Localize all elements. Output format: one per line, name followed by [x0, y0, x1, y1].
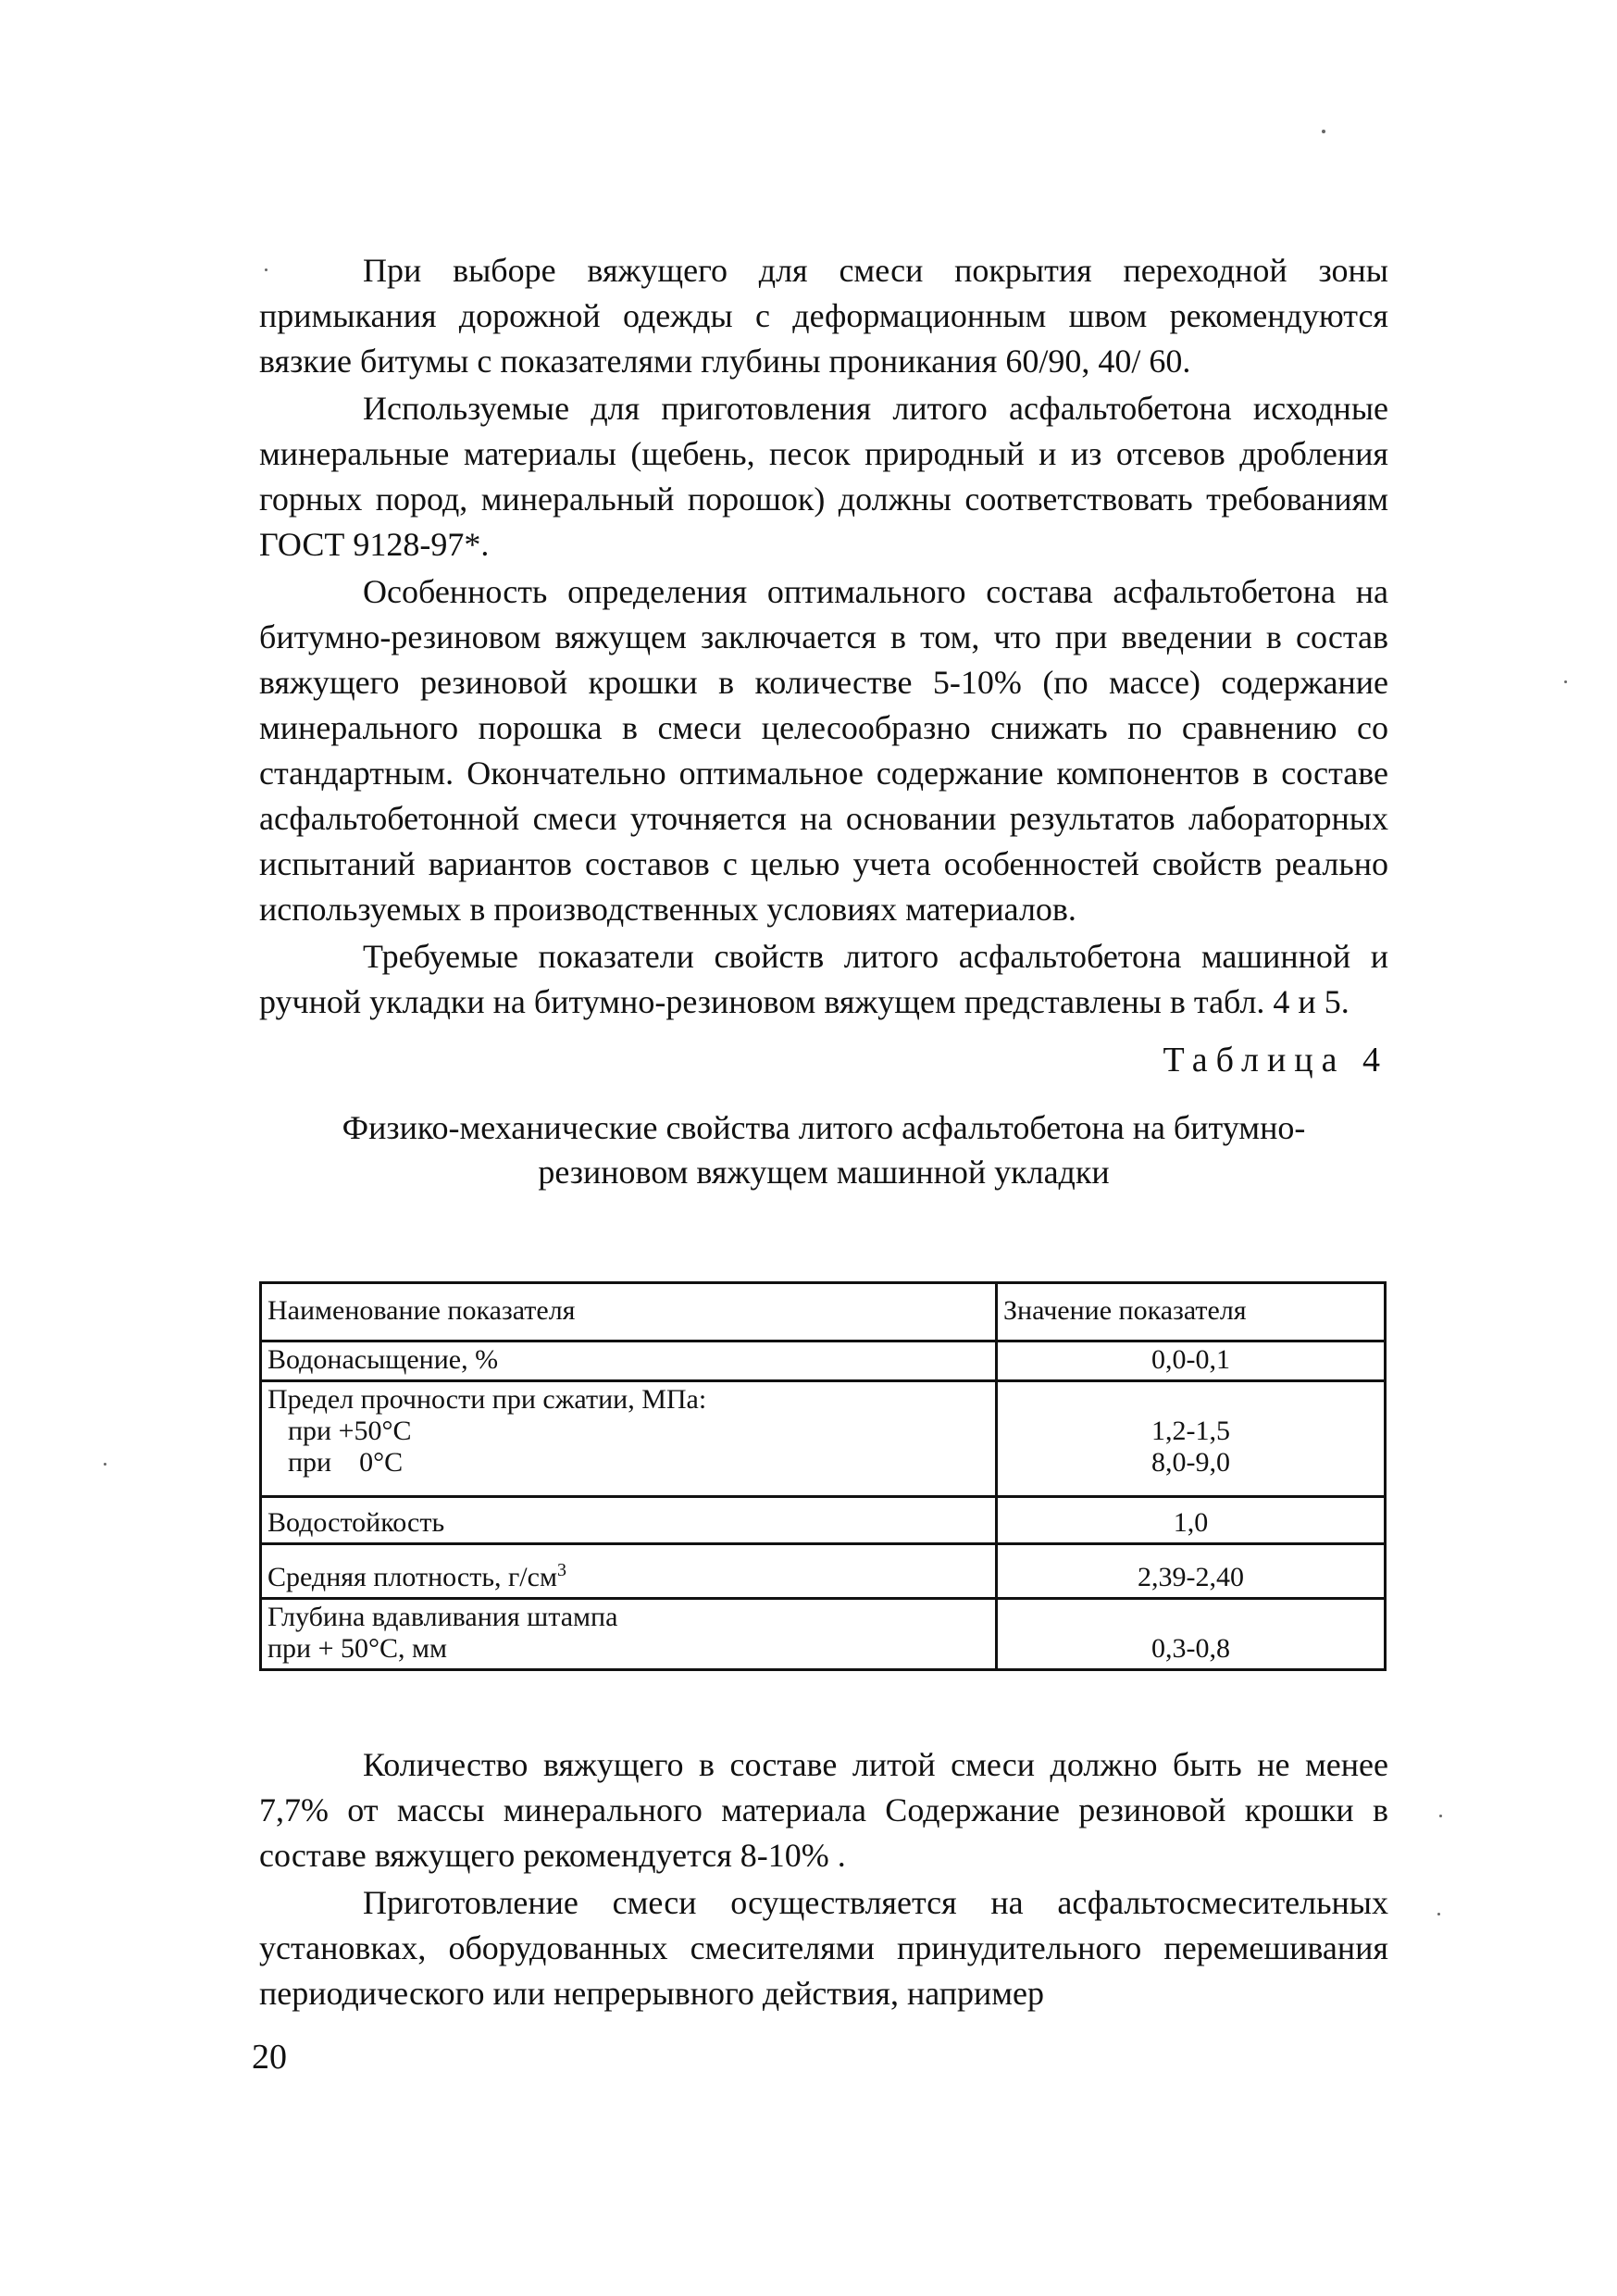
- page-number: 20: [252, 2038, 287, 2077]
- scan-speck: [1564, 680, 1567, 683]
- density-label: Средняя плотность, г/см: [267, 1562, 557, 1592]
- cell-spacer: [1003, 1384, 1378, 1416]
- row-value-density: 2,39-2,40: [997, 1544, 1386, 1599]
- row-value-stamp-depth: 0,3-0,8: [997, 1599, 1386, 1670]
- header-value-cell: Значение показателя: [997, 1283, 1386, 1341]
- cell-spacer: [267, 1479, 989, 1491]
- compressive-strength-value1: 1,2-1,5: [1151, 1416, 1230, 1446]
- row-value-compressive-strength: [997, 1381, 1386, 1497]
- table-header-row: [261, 1283, 1386, 1341]
- row-value-water-resistance: 1,0: [997, 1497, 1386, 1544]
- paragraph-mix-preparation: Приготовление смеси осуществляется на асфальтосмесительных установках, оборудованных смесителями принудительного перемешивания периодического или непрерывного действия, например: [259, 1884, 1388, 2012]
- table-row: [261, 1544, 1386, 1599]
- density-superscript: 3: [556, 1560, 566, 1580]
- scan-speck: [265, 268, 267, 271]
- table-row: [261, 1381, 1386, 1497]
- compressive-strength-sub2: при 0°С: [288, 1447, 404, 1478]
- table-title: Физико-механические свойства литого асфальтобетона на битумно-резиновом вяжущем машинной укладки: [342, 1109, 1306, 1191]
- compressive-strength-value2: 8,0-9,0: [1151, 1447, 1230, 1478]
- table-row: [261, 1497, 1386, 1544]
- row-name-density: [261, 1544, 997, 1599]
- stamp-depth-label-line2: при + 50°С, мм: [267, 1633, 448, 1664]
- paragraph-optimal-composition: Особенность определения оптимального состава асфальтобетона на битумно-резиновом вяжущем заключается в том, что при введении в состав вяжущего резиновой крошки в количестве 5-10% (по массе) содержание минерального порошка в смеси целесообразно снижать по сравнению со стандартным. Окончательно оптимальное содержание компонентов в составе асфальтобетонной смеси уточняется на основании результатов лабораторных испытаний вариантов составов с целью учета особенностей свойств реально используемых в производственных условиях материалов.: [259, 573, 1388, 928]
- scan-speck: [104, 1463, 106, 1466]
- table-row: [261, 1599, 1386, 1670]
- paragraph-mineral-materials: Используемые для приготовления литого асфальтобетона исходные минеральные материалы (щебень, песок природный и из отсевов дробления горных пород, минеральный порошок) должны соответствовать требованиям ГОСТ 9128-97*.: [259, 390, 1388, 563]
- scan-speck: [1322, 130, 1325, 133]
- paragraph-required-properties: Требуемые показатели свойств литого асфальтобетона машинной и ручной укладки на битумно-резиновом вяжущем представлены в табл. 4 и 5.: [259, 938, 1388, 1020]
- body-text-top: [259, 248, 1388, 1194]
- compressive-strength-sub1: при +50°С: [288, 1416, 412, 1446]
- properties-table: [259, 1281, 1387, 1671]
- row-name-stamp-depth: [261, 1599, 997, 1670]
- scan-speck: [1439, 1815, 1442, 1817]
- scan-speck: [1437, 1913, 1440, 1915]
- row-name-compressive-strength: [261, 1381, 997, 1497]
- header-name-cell: Наименование показателя: [261, 1283, 997, 1341]
- row-value-water-saturation: 0,0-0,1: [997, 1341, 1386, 1381]
- row-name-water-resistance: Водостойкость: [261, 1497, 997, 1544]
- paragraph-binder-quantity: Количество вяжущего в составе литой смеси должно быть не менее 7,7% от массы минерального материала Содержание резиновой крошки в составе вяжущего рекомендуется 8-10% .: [259, 1746, 1388, 1874]
- body-text-bottom: [259, 1742, 1388, 2016]
- stamp-depth-label-line1: Глубина вдавливания штампа: [267, 1602, 618, 1632]
- row-name-water-saturation: Водонасыщение, %: [261, 1341, 997, 1381]
- table-row: [261, 1341, 1386, 1381]
- paragraph-binder-choice: При выборе вяжущего для смеси покрытия переходной зоны примыкания дорожной одежды с деформационным швом рекомендуются вязкие битумы с показателями глубины проникания 60/90, 40/ 60.: [259, 252, 1388, 380]
- table-label: Таблица 4: [1163, 1041, 1388, 1079]
- compressive-strength-label: Предел прочности при сжатии, МПа:: [267, 1384, 707, 1415]
